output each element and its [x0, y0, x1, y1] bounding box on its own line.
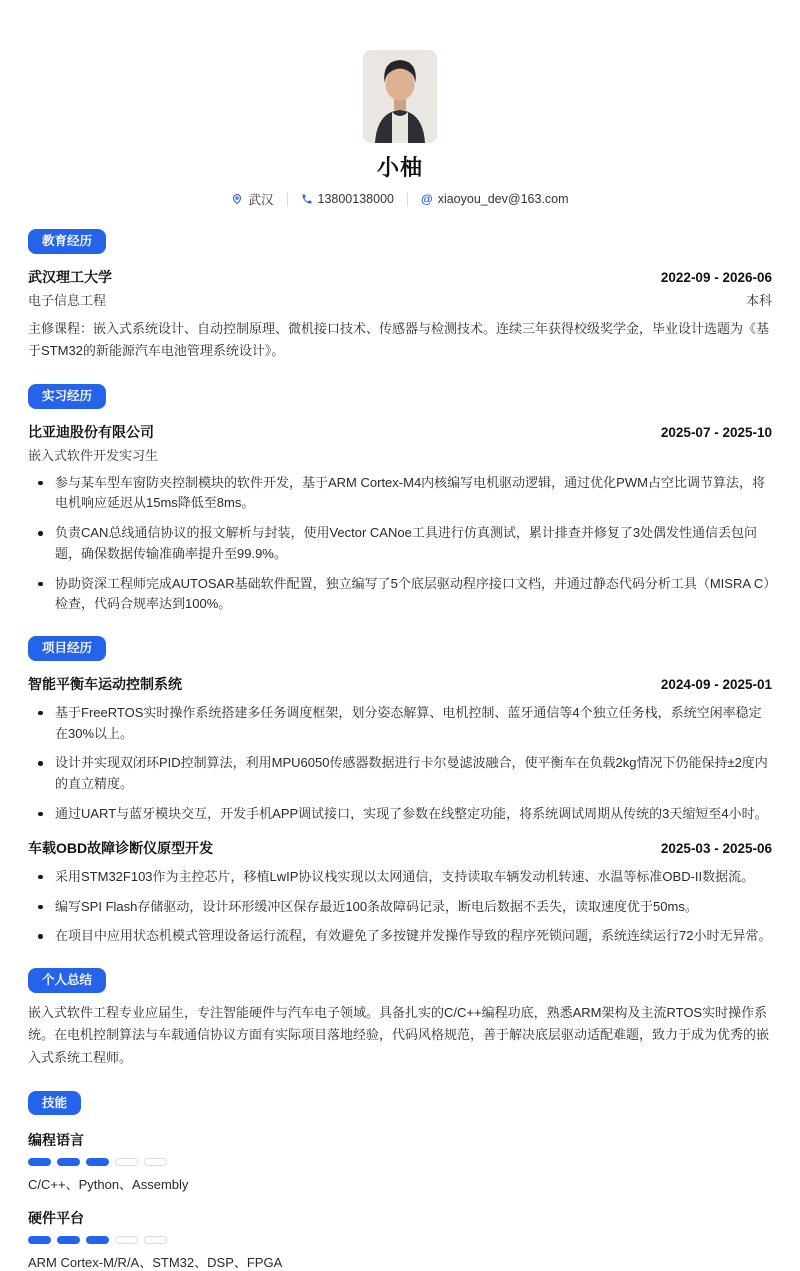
bullet-item: 负责CAN总线通信协议的报文解析与封装，使用Vector CANoe工具进行仿真测试，累计排查并修复了3处偶发性通信丢包问题，确保数据传输准确率提升至99.9%。 [28, 523, 772, 565]
phone-icon [301, 193, 313, 205]
section-summary [28, 968, 772, 1070]
project-date: 2025-03 - 2025-06 [660, 840, 772, 856]
internship-badge: 实习经历 [28, 384, 106, 409]
company-name: 比亚迪股份有限公司 [28, 423, 154, 440]
bullet-item: 编写SPI Flash存储驱动，设计环形缓冲区保存最近100条故障码记录，断电后数据不丢失，读取速度优于50ms。 [28, 897, 772, 918]
skill-detail: ARM Cortex-M/R/A、STM32、DSP、FPGA [28, 1255, 283, 1271]
skill-level-bar [28, 1236, 772, 1244]
bullet-item: 采用STM32F103作为主控芯片，移植LwIP协议栈实现以太网通信，支持读取车辆发动机转速、水温等标准OBD-II数据流。 [28, 867, 772, 888]
summary-badge: 个人总结 [28, 968, 106, 993]
major: 电子信息工程 [28, 292, 107, 308]
section-projects [28, 636, 772, 947]
bullet-item: 协助资深工程师完成AUTOSAR基础软件配置，独立编写了5个底层驱动程序接口文档，并通过静态代码分析工具（MISRA C）检查，代码合规率达到100%。 [28, 574, 772, 616]
role-title: 嵌入式软件开发实习生 [28, 447, 159, 463]
summary-text: 嵌入式软件工程专业应届生，专注智能硬件与汽车电子领域。具备扎实的C/C++编程功底，熟悉ARM架构及主流RTOS实时操作系统。在电机控制算法与车载通信协议方面有实际项目落地经验，代码风格规范，善于解决底层驱动适配难题，致力于成为优秀的嵌入式系统工程师。 [28, 1004, 770, 1066]
contact-email [421, 192, 569, 206]
bullet-item: 基于FreeRTOS实时操作系统搭建多任务调度框架，划分姿态解算、电机控制、蓝牙通信等4个独立任务栈，系统空闲率稳定在30%以上。 [28, 703, 772, 745]
internship-bullets [28, 473, 772, 616]
project-bullets [28, 703, 772, 825]
contact-location [231, 190, 273, 208]
phone-text: 13800138000 [317, 192, 394, 206]
skill-level-segment [57, 1236, 80, 1244]
education-badge: 教育经历 [28, 229, 106, 254]
location-pin-icon [231, 193, 243, 205]
skill-level-bar [28, 1158, 772, 1166]
contact-phone [301, 192, 394, 206]
at-icon: @ [420, 192, 433, 206]
project-header-row [28, 838, 772, 858]
skill-label: 编程语言 [28, 1132, 84, 1149]
education-sub-row [28, 290, 772, 309]
skill-level-segment [144, 1236, 167, 1244]
contact-row [28, 190, 772, 208]
section-internship [28, 384, 772, 615]
skill-level-segment [86, 1236, 109, 1244]
skill-label: 硬件平台 [28, 1210, 84, 1227]
project-date: 2024-09 - 2025-01 [660, 676, 772, 692]
bullet-item: 通过UART与蓝牙模块交互，开发手机APP调试接口，实现了参数在线整定功能，将系统调试周期从传统的3天缩短至4小时。 [28, 804, 772, 825]
education-date: 2022-09 - 2026-06 [660, 269, 772, 285]
project-header-row [28, 674, 772, 694]
bullet-item: 在项目中应用状态机模式管理设备运行流程，有效避免了多按键并发操作导致的程序死锁问题，系统连续运行72小时无异常。 [28, 926, 772, 947]
internship-role-row [28, 445, 772, 464]
school-name: 武汉理工大学 [28, 268, 112, 285]
education-header-row [28, 267, 772, 287]
skill-level-segment [86, 1158, 109, 1166]
skill-level-segment [57, 1158, 80, 1166]
profile-photo [363, 50, 437, 143]
project-title: 车载OBD故障诊断仪原型开发 [28, 839, 214, 856]
internship-date: 2025-07 - 2025-10 [660, 424, 772, 440]
projects-badge: 项目经历 [28, 636, 106, 661]
skill-level-segment [115, 1158, 138, 1166]
candidate-name: 小柚 [376, 155, 423, 180]
degree: 本科 [745, 292, 772, 308]
education-description: 主修课程：嵌入式系统设计、自动控制原理、微机接口技术、传感器与检测技术。连续三年获得校级奖学金，毕业设计选题为《基于STM32的新能源汽车电池管理系统设计》。 [28, 320, 770, 359]
skill-level-segment [115, 1236, 138, 1244]
skills-badge: 技能 [28, 1091, 81, 1116]
email-text: xiaoyou_dev@163.com [437, 192, 569, 206]
section-skills [28, 1091, 772, 1271]
location-text: 武汉 [248, 193, 274, 207]
contact-divider [407, 193, 408, 206]
header [28, 50, 772, 143]
skill-detail: C/C++、Python、Assembly [28, 1177, 189, 1193]
contact-divider [287, 193, 288, 206]
internship-header-row [28, 422, 772, 442]
bullet-item: 参与某车型车窗防夹控制模块的软件开发，基于ARM Cortex-M4内核编写电机驱动逻辑，通过优化PWM占空比调节算法，将电机响应延迟从15ms降低至8ms。 [28, 473, 772, 515]
bullet-item: 设计并实现双闭环PID控制算法，利用MPU6050传感器数据进行卡尔曼滤波融合，使平衡车在负载2kg情况下仍能保持±2度内的直立精度。 [28, 753, 772, 795]
skill-level-segment [28, 1158, 51, 1166]
section-education [28, 229, 772, 363]
project-title: 智能平衡车运动控制系统 [28, 675, 182, 692]
project-bullets [28, 867, 772, 947]
skill-level-segment [28, 1236, 51, 1244]
skill-level-segment [144, 1158, 167, 1166]
